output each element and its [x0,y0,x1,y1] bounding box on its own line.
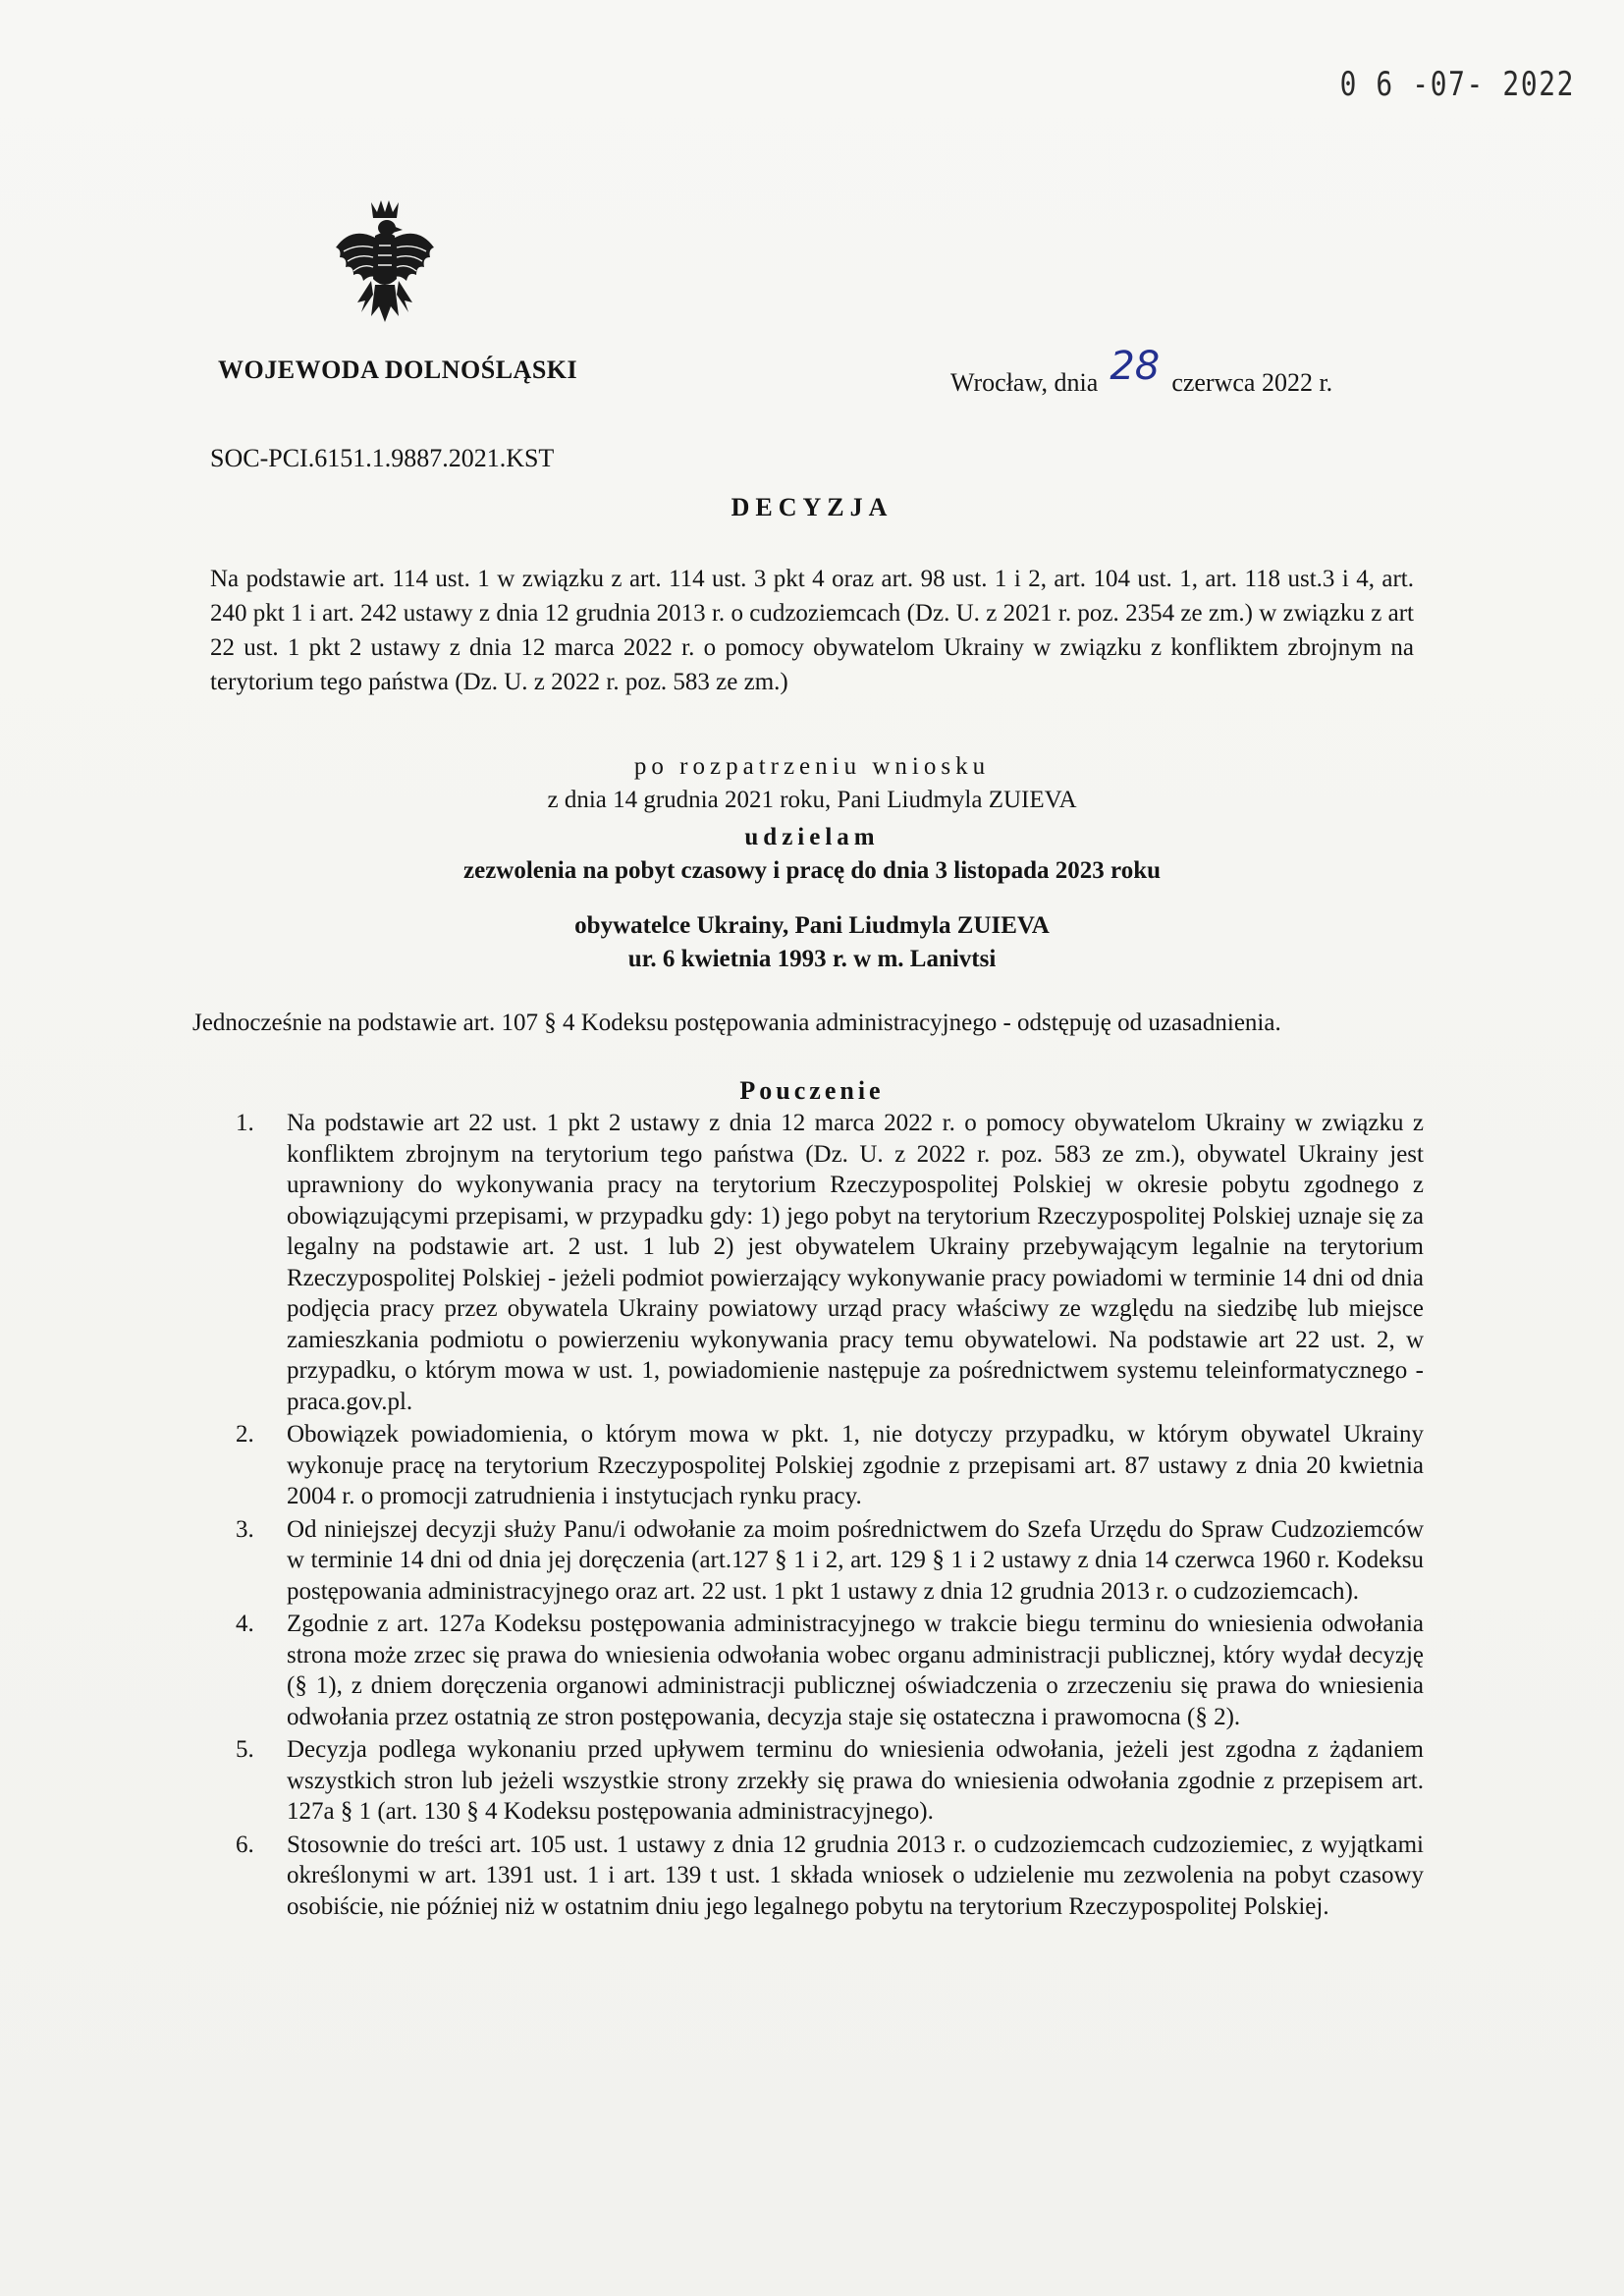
instruction-text: Decyzja podlega wykonaniu przed upływem terminu do wniesienia odwołania, jeżeli jest zgodna z żądaniem wszystkich stron lub jeżeli wszystkie strony zrzekły się prawa do wniesienia odwołania zgodnie z przepisem art. 127a § 1 (art. 130 § 4 Kodeksu postępowania administracyjnego). [287,1736,1424,1825]
instruction-item [236,1734,1424,1828]
document-title: DECYZJA [731,493,893,521]
grant-heading: udzielam [744,824,880,850]
review-heading: po rozpatrzeniu wniosku [633,753,991,780]
instruction-number: 3. [236,1515,254,1543]
justification-waiver: Jednocześnie na podstawie art. 107 § 4 Kodeksu postępowania administracyjnego - odstępuję od uzasadnienia. [192,1010,1281,1036]
instruction-item [236,1609,1424,1732]
instruction-number: 5. [236,1736,254,1763]
instruction-item [236,1830,1424,1923]
grant-block [0,821,1624,888]
instruction-text: Od niniejszej decyzji służy Panu/i odwołanie za moim pośrednictwem do Szefa Urzędu do Spraw Cudzoziemców w terminie 14 dni od dnia jej doręczenia (art.127 § 1 i 2, art. 129 § 1 i 2 ustawy z dnia 14 czerwca 1960 r. Kodeksu postępowania administracyjnego oraz art. 22 ust. 1 pkt 1 ustawy z dnia 12 grudnia 2013 r. o cudzoziemcach). [287,1515,1424,1605]
instructions-list [236,1108,1424,1922]
instruction-item [236,1514,1424,1608]
review-detail: z dnia 14 grudnia 2021 roku, Pani Liudmyla ZUIEVA [547,787,1077,813]
instructions-title: Pouczenie [739,1076,885,1105]
issue-date [950,344,1333,401]
instruction-number: 4. [236,1611,254,1637]
applicant-block [0,909,1624,976]
instruction-number: 1. [236,1110,254,1136]
date-prefix: Wrocław, dnia [950,368,1099,397]
date-suffix: czerwca 2022 r. [1171,368,1333,397]
polish-eagle-emblem-icon [332,196,438,344]
case-reference-number: SOC-PCI.6151.1.9887.2021.KST [210,444,555,472]
instruction-number: 2. [236,1421,254,1448]
instruction-text: Na podstawie art 22 ust. 1 pkt 2 ustawy z dnia 12 marca 2022 r. o pomocy obywatelom Ukrainy w związku z konfliktem zbrojnym na terytorium tego państwa (Dz. U. z 2022 r. poz. 583 ze zm.), obywatel Ukrainy jest uprawniony do wykonywania pracy na terytorium Rzeczypospolitej Polskiej w okresie pobytu zgodnego z obowiązującymi przepisami, w przypadku gdy: 1) jego pobyt na terytorium Rzeczypospolitej Polskiej uznaje się za legalny na podstawie art. 2 ust. 1 lub 2) jest obywatelem Ukrainy przebywającym legalnie na terytorium Rzeczypospolitej Polskiej - jeżeli podmiot powierzający wykonywanie pracy powiadomi w terminie 14 dni od dnia podjęcia pracy przez obywatela Ukrainy powiatowy urząd pracy właściwy ze względu na siedzibę lub miejsce zamieszkania podmiotu o powierzeniu wykonywania pracy temu obywatelowi. Na podstawie art 22 ust. 2, w przypadku, o którym mowa w ust. 1, powiadomienie następuje za pośrednictwem systemu teleinformatycznego - praca.gov.pl. [287,1110,1424,1415]
applicant-birth-info: ur. 6 kwietnia 1993 r. w m. Lanivtsi [627,946,997,972]
instruction-item [236,1108,1424,1417]
review-block [0,750,1624,817]
applicant-citizenship-name: obywatelce Ukrainy, Pani Liudmyla ZUIEVA [574,912,1050,939]
grant-detail: zezwolenia na pobyt czasowy i pracę do dnia 3 listopada 2023 roku [463,857,1161,884]
instruction-text: Obowiązek powiadomienia, o którym mowa w pkt. 1, nie dotyczy przypadku, w którym obywatel Ukrainy wykonuje pracę na terytorium Rzeczypospolitej Polskiej zgodnie z przepisami art. 87 ustawy z dnia 20 kwietnia 2004 r. o promocji zatrudnienia i instytucjach rynku pracy. [287,1421,1424,1509]
issuing-authority-name: WOJEWODA DOLNOŚLĄSKI [218,355,578,384]
legal-basis-paragraph: Na podstawie art. 114 ust. 1 w związku z art. 114 ust. 3 pkt 4 oraz art. 98 ust. 1 i 2, art. 104 ust. 1, art. 118 ust.3 i 4, art. 240 pkt 1 i art. 242 ustawy z dnia 12 grudnia 2013 r. o cudzoziemcach (Dz. U. z 2021 r. poz. 2354 ze zm.) w związku z art 22 ust. 1 pkt 2 ustawy z dnia 12 marca 2022 r. o pomocy obywatelom Ukrainy w związku z konfliktem zbrojnym na terytorium tego państwa (Dz. U. z 2022 r. poz. 583 ze zm.) [210,566,1414,695]
instruction-number: 6. [236,1831,254,1858]
instruction-item [236,1419,1424,1512]
instruction-text: Stosownie do treści art. 105 ust. 1 ustawy z dnia 12 grudnia 2013 r. o cudzoziemcach cudzoziemiec, z wyjątkami określonymi w art. 1391 ust. 1 i art. 139 t ust. 1 składa wniosek o udzielenie mu zezwolenia na pobyt czasowy osobiście, nie później niż w ostatnim dniu jego legalnego pobytu na terytorium Rzeczypospolitej Polskiej. [287,1831,1424,1920]
instruction-text: Zgodnie z art. 127a Kodeksu postępowania administracyjnego w trakcie biegu terminu do wniesienia odwołania strona może zrzec się prawa do wniesienia odwołania wobec organu administracji publicznej, który wydał decyzję (§ 1), z dniem doręczenia organowi administracji publicznej oświadczenia o zrzeczeniu się prawa do wniesienia odwołania przez ostatnią ze stron postępowania, decyzja staje się ostateczna i prawomocna (§ 2). [287,1611,1424,1730]
received-date-stamp: 0 6 -07- 2022 [1339,65,1575,104]
handwritten-day: 28 [1110,344,1161,389]
